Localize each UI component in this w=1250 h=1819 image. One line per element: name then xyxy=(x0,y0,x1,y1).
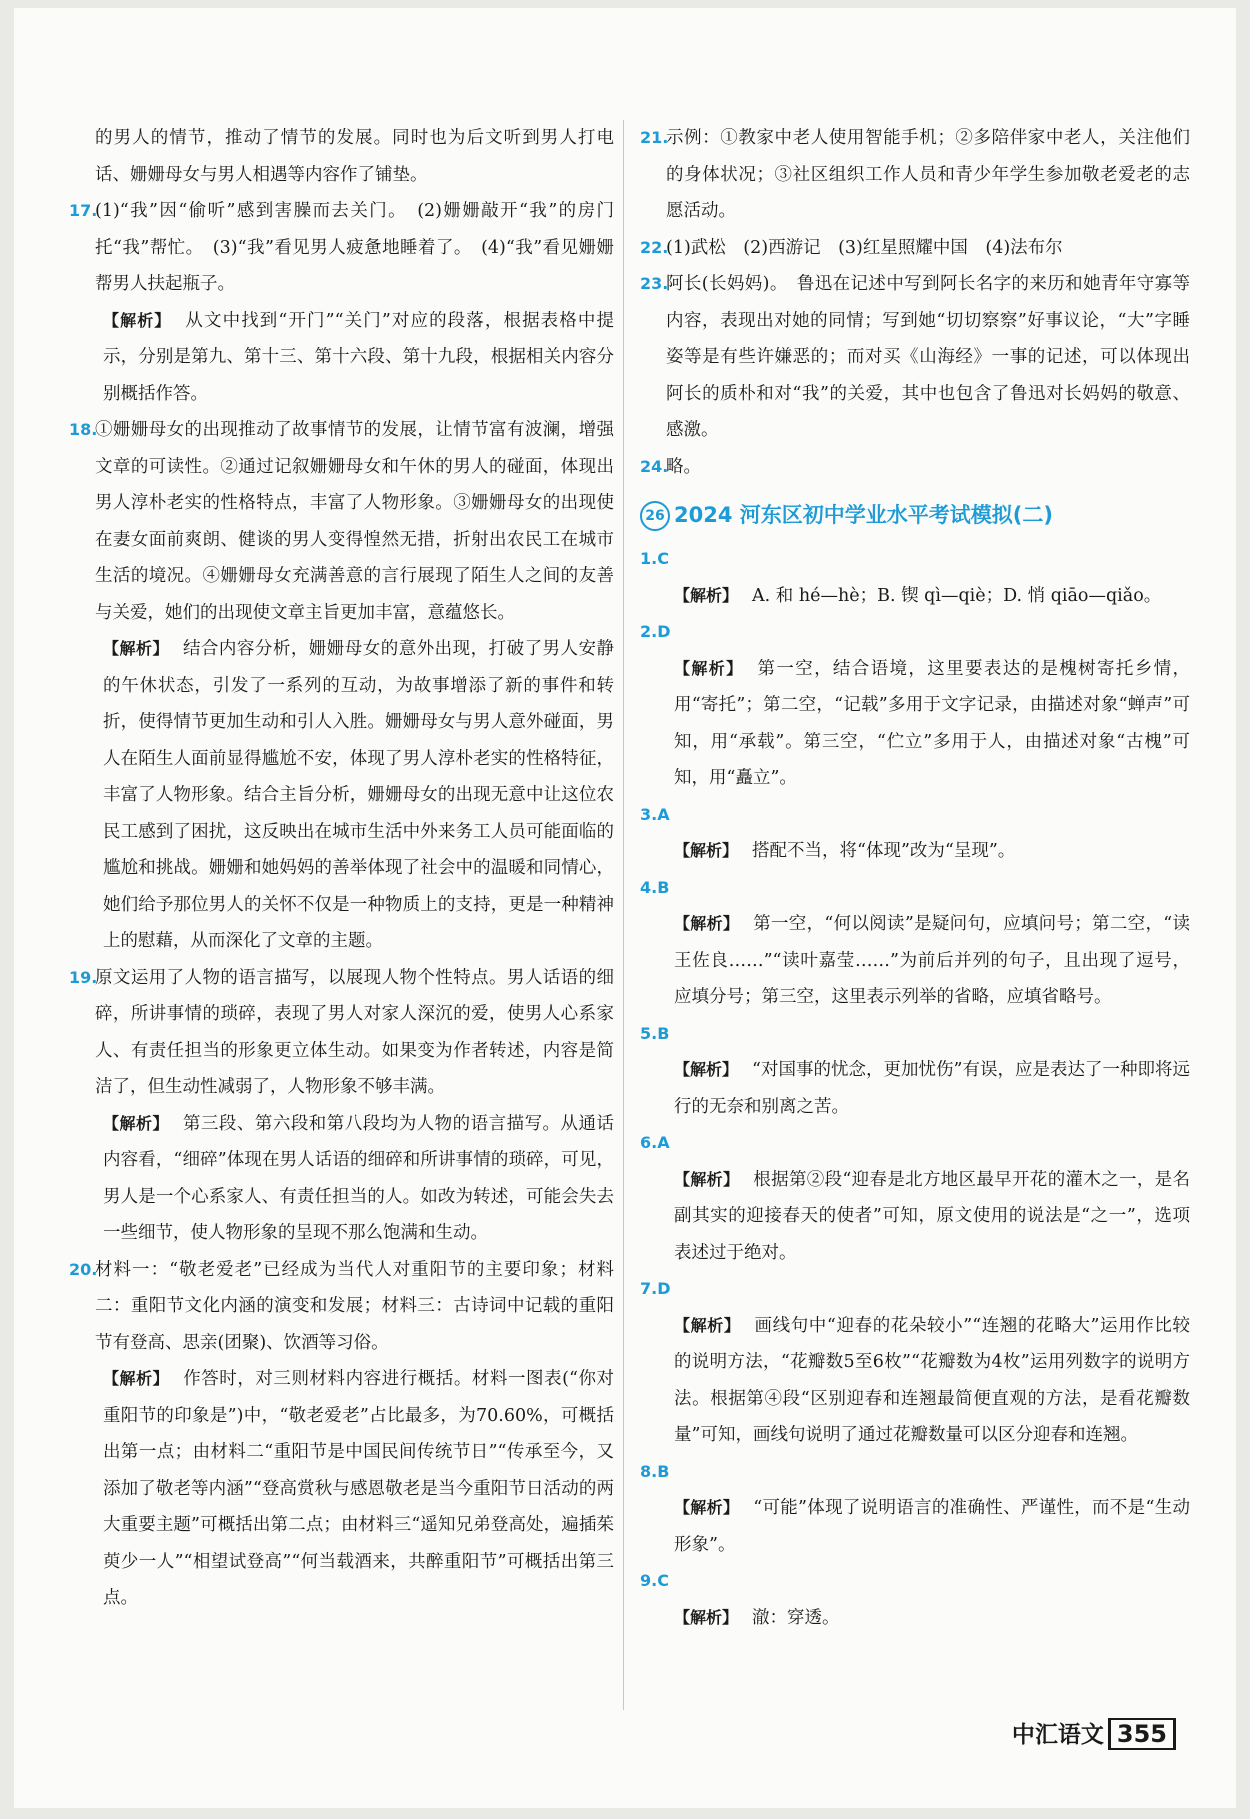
question-17 xyxy=(69,193,614,303)
question-number: 20. xyxy=(69,1259,98,1279)
section-title-text: 2024 河东区初中学业水平考试模拟(二) xyxy=(674,503,1053,527)
column-divider xyxy=(623,120,624,1710)
mc-7 xyxy=(640,1271,1190,1454)
mc-9 xyxy=(640,1563,1190,1636)
mc-answer: 4.B xyxy=(640,877,670,897)
question-number: 24. xyxy=(640,456,669,476)
page-number: 355 xyxy=(1108,1718,1176,1750)
analysis-19 xyxy=(69,1106,614,1252)
question-number: 18. xyxy=(69,420,98,439)
analysis-label: 【解析】 xyxy=(103,1369,170,1388)
mc-answer: 2.D xyxy=(640,622,671,641)
continuation-text: 的男人的情节，推动了情节的发展。同时也为后文听到男人打电话、姗姗母女与男人相遇等内容作了铺垫。 xyxy=(95,128,614,185)
answer-text: 阿长(长妈妈)。 鲁迅在记述中写到阿长名字的来历和她青年守寡等内容，表现出对她的同情；写到她“切切察察”好事议论，“大”字睡姿等是有些许嫌恶的；而对买《山海经》一事的记述，可以体现出阿长的质朴和对“我”的关爱，其中也包含了鲁迅对长妈妈的敬意、感激。 xyxy=(666,274,1190,440)
analysis-label: 【解析】 xyxy=(103,310,172,330)
question-number: 22. xyxy=(640,237,669,257)
mc-analysis: 【解析】 “可能”体现了说明语言的准确性、严谨性，而不是“生动形象”。 xyxy=(674,1498,1190,1555)
mc-3 xyxy=(640,797,1190,870)
mc-analysis: 【解析】 A. 和 hé—hè；B. 锲 qì—qiè；D. 悄 qiāo—qiǎo。 xyxy=(674,585,1162,606)
section-title xyxy=(640,495,1190,535)
analysis-text: 第三段、第六段和第八段均为人物的语言描写。从通话内容看，“细碎”体现在男人话语的细碎和所讲事情的琐碎，可见，男人是一个心系家人、有责任担当的人。如改为转述，可能会失去一些细节，使人物形象的呈现不那么饱满和生动。 xyxy=(103,1113,614,1243)
mc-analysis: 【解析】 澈：穿透。 xyxy=(674,1607,840,1628)
analysis-17 xyxy=(69,303,614,413)
mc-6 xyxy=(640,1125,1190,1271)
mc-answer: 5.B xyxy=(640,1023,670,1043)
mc-answer: 8.B xyxy=(640,1461,670,1481)
answer-text: (1)“我”因“偷听”感到害臊而去关门。 (2)姗姗敲开“我”的房门托“我”帮忙。 (3)“我”看见男人疲惫地睡着了。 (4)“我”看见姗姗帮男人扶起瓶子。 xyxy=(95,201,614,294)
analysis-text: 从文中找到“开门”“关门”对应的段落，根据表格中提示，分别是第九、第十三、第十六段、第十九段，根据相关内容分别概括作答。 xyxy=(103,310,614,404)
mc-4 xyxy=(640,870,1190,1016)
question-23 xyxy=(640,266,1190,449)
analysis-20 xyxy=(69,1361,614,1617)
question-18 xyxy=(69,412,614,631)
analysis-label: 【解析】 xyxy=(103,639,169,658)
question-21 xyxy=(640,120,1190,230)
question-24 xyxy=(640,449,1190,486)
mc-answer: 9.C xyxy=(640,1571,669,1590)
mc-answer: 7.D xyxy=(640,1279,671,1298)
section-number-badge: 26 xyxy=(640,501,670,531)
book-title: 中汇语文 xyxy=(1011,1722,1104,1748)
question-number: 21. xyxy=(640,128,669,147)
mc-analysis: 【解析】 根据第②段“迎春是北方地区最早开花的灌木之一，是名副其实的迎接春天的使者”可知，原文使用的说法是“之一”，选项表述过于绝对。 xyxy=(674,1169,1190,1263)
answer-text: 原文运用了人物的语言描写，以展现人物个性特点。男人话语的细碎，所讲事情的琐碎，表现了男人对家人深沉的爱，使男人心系家人、有责任担当的形象更立体生动。如果变为作者转述，内容是简洁了，但生动性减弱了，人物形象不够丰满。 xyxy=(95,967,614,1097)
question-number: 23. xyxy=(640,274,669,293)
answer-text: ①姗姗母女的出现推动了故事情节的发展，让情节富有波澜，增强文章的可读性。②通过记叙姗姗母女和午休的男人的碰面，体现出男人淳朴老实的性格特点，丰富了人物形象。③姗姗母女的出现使在妻女面前爽朗、健谈的男人变得惶然无措，折射出农民工在城市生活的境况。④姗姗母女充满善意的言行展现了陌生人之间的友善与关爱，她们的出现使文章主旨更加丰富，意蕴悠长。 xyxy=(95,420,614,623)
analysis-18 xyxy=(69,631,614,960)
mc-2 xyxy=(640,614,1190,797)
mc-answer: 3.A xyxy=(640,804,670,824)
analysis-label: 【解析】 xyxy=(103,1113,169,1133)
mc-answer: 1.C xyxy=(640,549,669,568)
mc-answer: 6.A xyxy=(640,1133,670,1152)
mc-analysis: 【解析】 搭配不当，将“体现”改为“呈现”。 xyxy=(674,841,1016,861)
question-number: 19. xyxy=(69,967,98,987)
analysis-text: 作答时，对三则材料内容进行概括。材料一图表(“你对重阳节的印象是”)中，“敬老爱老”占比最多，为70.60%，可概括出第一点；由材料二“重阳节是中国民间传统节日”“传承至今，又添加了敬老等内涵”“登高赏秋与感恩敬老是当今重阳节日活动的两大重要主题”可概括出第二点；由材料三“遥知兄弟登高处，遍插茱萸少一人”“相望试登高”“何当载酒来，共醉重阳节”可概括出第三点。 xyxy=(103,1369,614,1608)
mc-analysis: 【解析】 第一空，结合语境，这里要表达的是槐树寄托乡情，用“寄托”；第二空，“记载”多用于文字记录，由描述对象“蝉声”可知，用“承载”。第三空，“伫立”多用于人，由描述对象“古槐”可知，用“矗立”。 xyxy=(674,658,1190,788)
right-column xyxy=(640,120,1190,1636)
question-19 xyxy=(69,960,614,1106)
answer-text: 材料一：“敬老爱老”已经成为当代人对重阳节的主要印象；材料二：重阳节文化内涵的演变和发展；材料三：古诗词中记载的重阳节有登高、思亲(团聚)、饮酒等习俗。 xyxy=(95,1259,614,1353)
mc-analysis: 【解析】 画线句中“迎春的花朵较小”“连翘的花略大”运用作比较的说明方法，“花瓣数5至6枚”“花瓣数为4枚”运用列数字的说明方法。根据第④段“区别迎春和连翘最简便直观的方法，是看花瓣数量”可知，画线句说明了通过花瓣数量可以区分迎春和连翘。 xyxy=(674,1315,1190,1445)
question-22 xyxy=(640,230,1190,267)
left-column xyxy=(69,120,614,1617)
answer-text: 示例：①教家中老人使用智能手机；②多陪伴家中老人，关注他们的身体状况；③社区组织工作人员和青少年学生参加敬老爱老的志愿活动。 xyxy=(666,128,1190,221)
page xyxy=(14,8,1236,1808)
mc-5 xyxy=(640,1016,1190,1126)
question-20 xyxy=(69,1252,614,1362)
page-footer xyxy=(1012,1716,1176,1750)
mc-analysis: 【解析】 第一空，“何以阅读”是疑问句，应填问号；第二空，“读王佐良……”“读叶嘉莹……”为前后并列的句子，且出现了逗号，应填分号；第三空，这里表示列举的省略，应填省略号。 xyxy=(674,914,1190,1007)
mc-1 xyxy=(640,541,1190,614)
mc-analysis: 【解析】 “对国事的忧念，更加忧伤”有误，应是表达了一种即将远行的无奈和别离之苦。 xyxy=(674,1060,1190,1117)
question-number: 17. xyxy=(69,201,98,220)
mc-8 xyxy=(640,1454,1190,1564)
answer-text: (1)武松 (2)西游记 (3)红星照耀中国 (4)法布尔 xyxy=(666,237,1063,258)
answer-text: 略。 xyxy=(666,456,701,477)
analysis-text: 结合内容分析，姗姗母女的意外出现，打破了男人安静的午休状态，引发了一系列的互动，为故事增添了新的事件和转折，使得情节更加生动和引人入胜。姗姗母女与男人意外碰面，男人在陌生人面前显得尴尬不安，体现了男人淳朴老实的性格特征，丰富了人物形象。结合主旨分析，姗姗母女的出现无意中让这位农民工感到了困扰，这反映出在城市生活中外来务工人员可能面临的尴尬和挑战。姗姗和她妈妈的善举体现了社会中的温暖和同情心，她们给予那位男人的关怀不仅是一种物质上的支持，更是一种精神上的慰藉，从而深化了文章的主题。 xyxy=(103,639,614,951)
